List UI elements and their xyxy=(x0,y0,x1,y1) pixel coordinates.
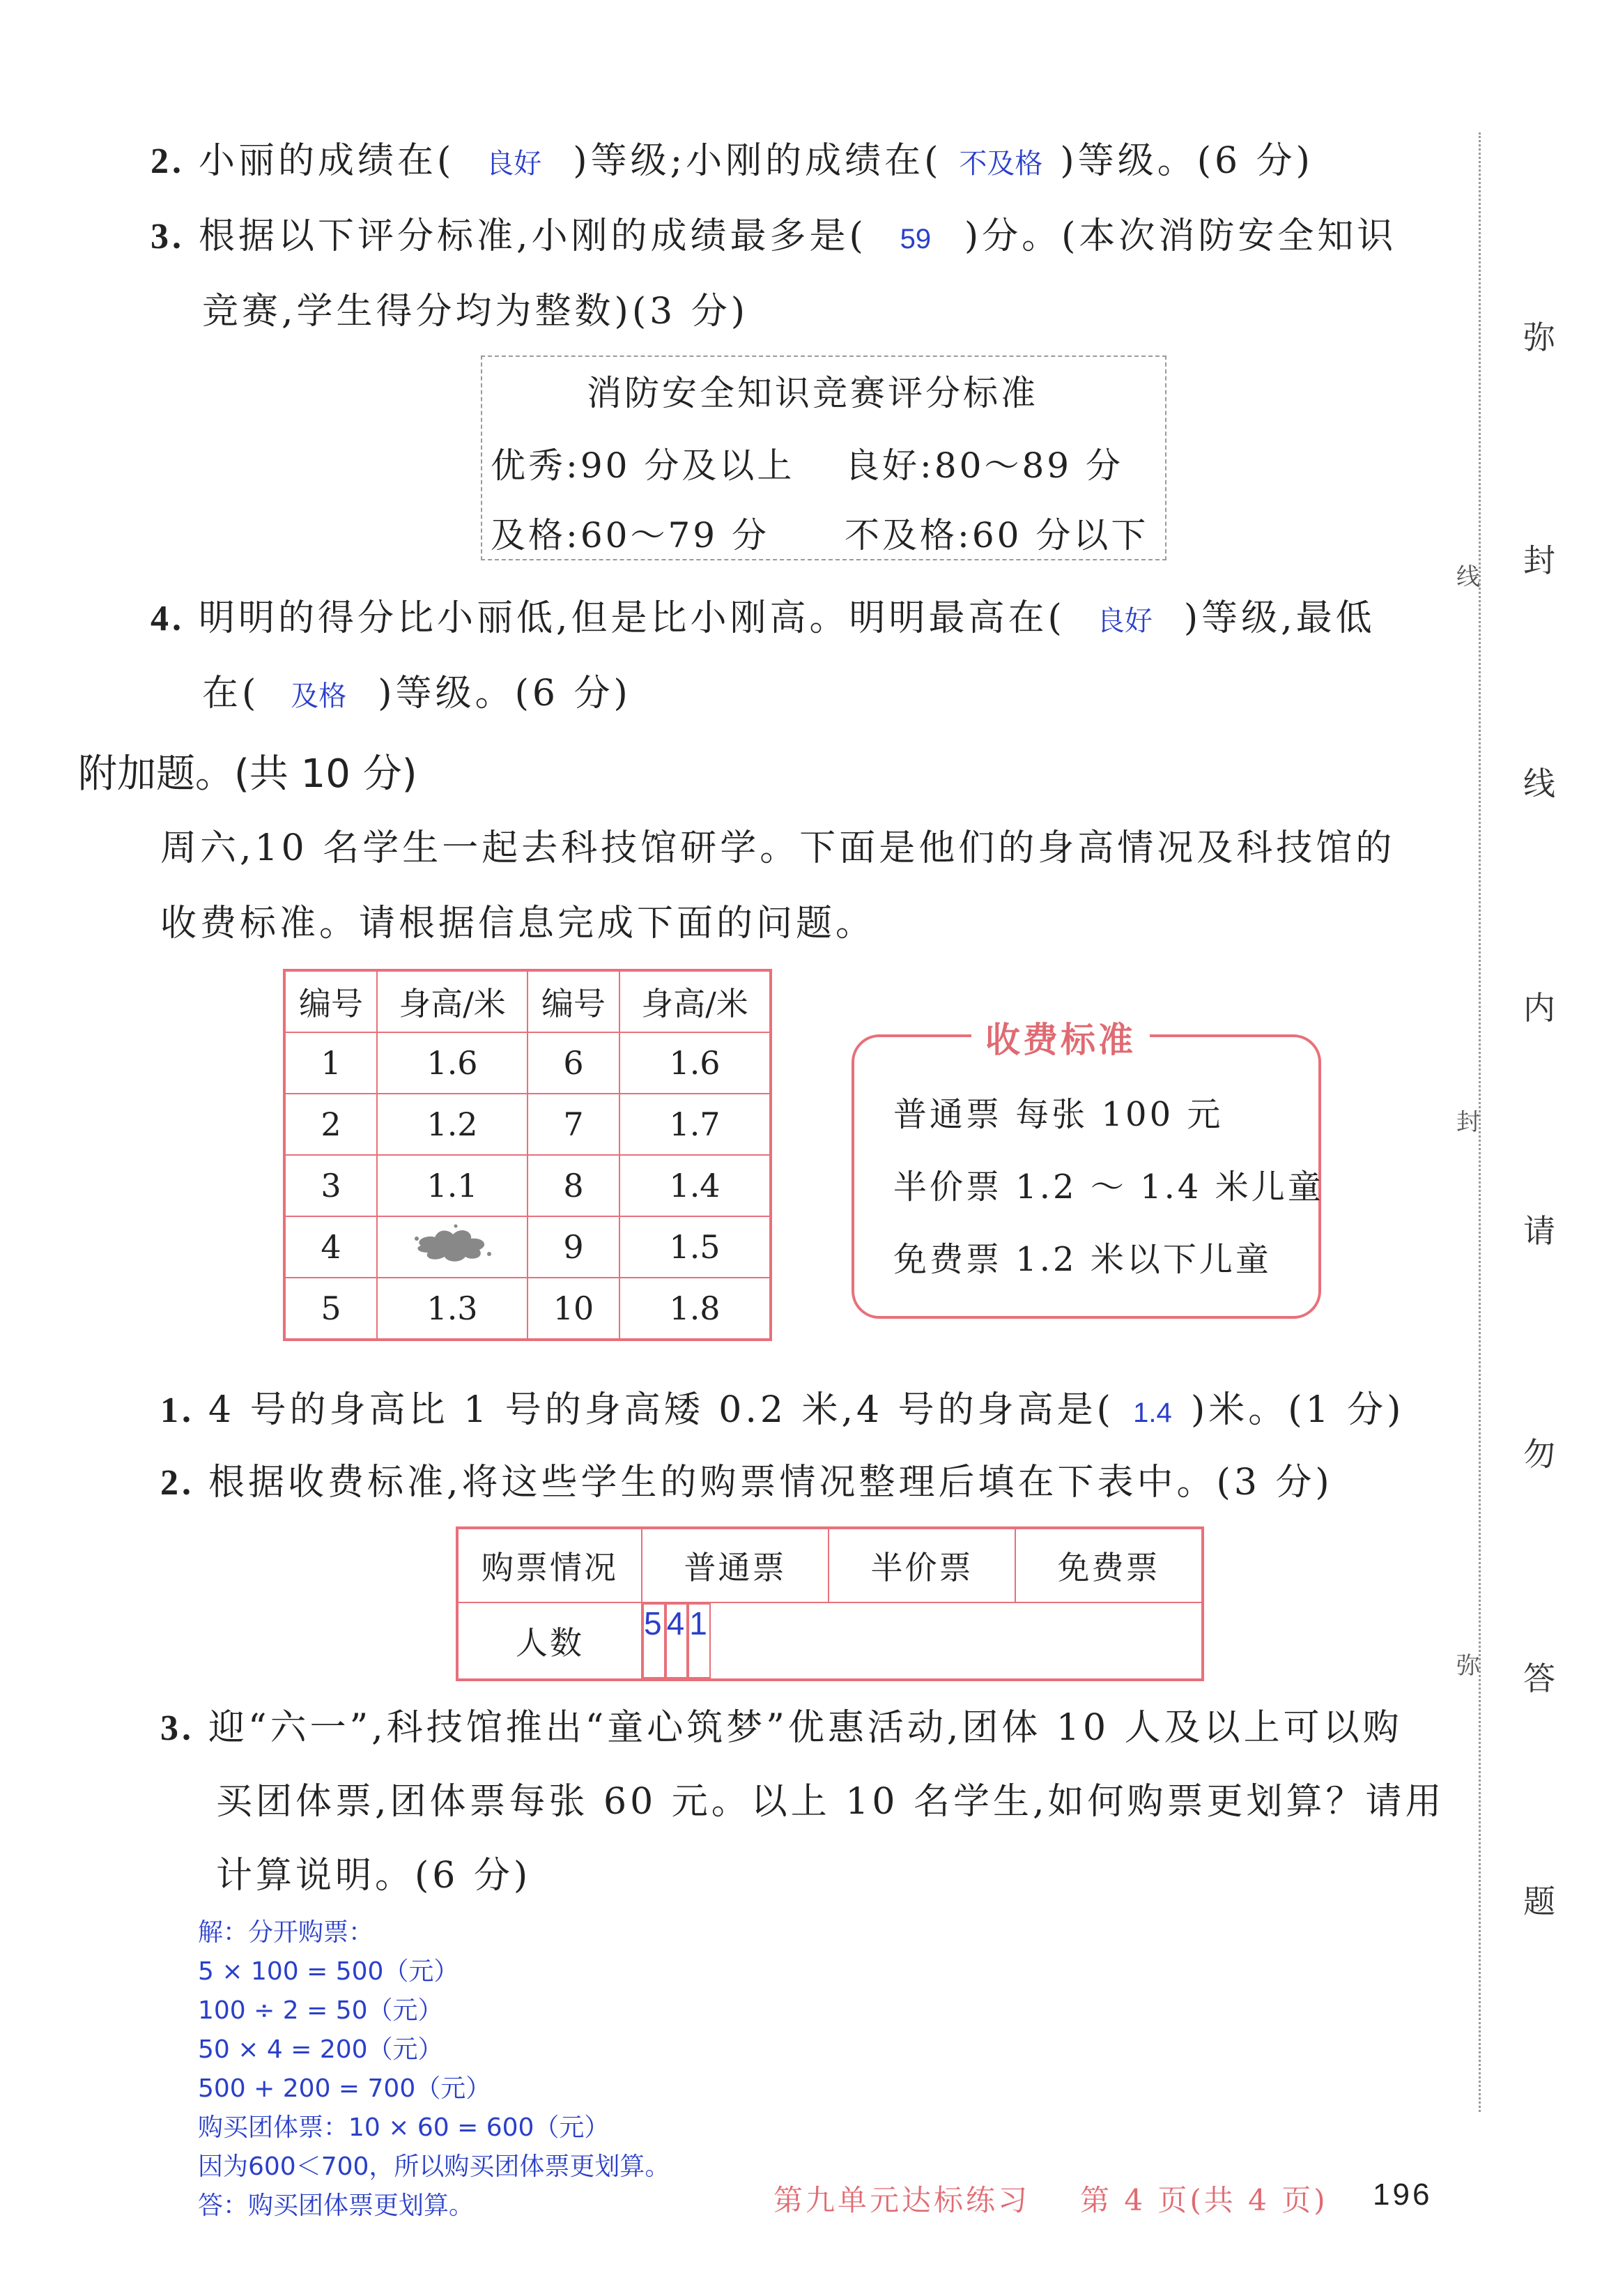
table-cell: 1.6 xyxy=(377,1032,527,1094)
header-cell: 半价票 xyxy=(829,1528,1015,1602)
table-cell: 6 xyxy=(527,1032,619,1094)
fee-standard-box xyxy=(852,1019,1324,1319)
table-row xyxy=(284,1094,771,1155)
table-cell: 1.6 xyxy=(619,1032,771,1094)
extra-question-1: 1. 4 号的身高比 1 号的身高矮 0.2 米,4 号的身高是( 1.4 )米。(1 分) xyxy=(160,1389,1405,1431)
margin-mark: 封 xyxy=(1456,1108,1480,1136)
header-cell: 编号 xyxy=(284,970,377,1032)
table-cell: 3 xyxy=(284,1155,377,1216)
table-cell: 1.7 xyxy=(619,1094,771,1155)
solution-line: 答：购买团体票更划算。 xyxy=(198,2191,475,2220)
standard-excellent: 优秀:90 分及以上 xyxy=(491,445,795,486)
solution-line: 购买团体票：10 × 60 = 600（元） xyxy=(198,2113,610,2142)
solution-line: 100 ÷ 2 = 50（元） xyxy=(198,1996,443,2025)
table-cell: 8 xyxy=(527,1155,619,1216)
extra-intro-1: 周六,10 名学生一起去科技馆研学。下面是他们的身高情况及科技馆的 xyxy=(160,827,1396,869)
standard-pass: 及格:60～79 分 xyxy=(491,515,769,556)
table-cell: 7 xyxy=(527,1094,619,1155)
footer-unit: 第九单元达标练习 xyxy=(773,2183,1031,2217)
table-cell: 5 xyxy=(284,1278,377,1340)
sidebar-char: 内 xyxy=(1523,989,1555,1027)
footer-page-info: 第 4 页(共 4 页) xyxy=(1080,2183,1328,2217)
solution-line: 50 × 4 = 200（元） xyxy=(198,2035,443,2064)
ink-blot-cell xyxy=(377,1216,527,1278)
solution-line: 5 × 100 = 500（元） xyxy=(198,1957,459,1986)
solution-line: 500 + 200 = 700（元） xyxy=(198,2074,491,2103)
sidebar-char: 题 xyxy=(1523,1883,1555,1920)
table-cell: 1.2 xyxy=(377,1094,527,1155)
sidebar-char: 答 xyxy=(1523,1660,1555,1697)
table-row xyxy=(284,1155,771,1216)
answer-e1: 1.4 xyxy=(1133,1398,1172,1428)
answer-q2-1: 良好 xyxy=(486,148,542,179)
extra-question-3-line3: 计算说明。(6 分) xyxy=(216,1855,532,1897)
height-table xyxy=(283,969,772,1341)
extra-intro-2: 收费标准。请根据信息完成下面的问题。 xyxy=(160,903,876,944)
header-cell: 免费票 xyxy=(1015,1528,1203,1602)
page-number: 196 xyxy=(1373,2178,1433,2212)
extra-section-title: 附加题。(共 10 分) xyxy=(78,751,417,797)
sidebar-char: 请 xyxy=(1523,1212,1555,1250)
answer-q2-2: 不及格 xyxy=(959,148,1043,179)
header-cell: 购票情况 xyxy=(457,1528,642,1602)
fee-free: 免费票 1.2 米以下儿童 xyxy=(893,1240,1272,1279)
question-2: 2. 小丽的成绩在( 良好 )等级;小刚的成绩在( 不及格 )等级。(6 分) xyxy=(151,140,1314,182)
margin-mark: 线 xyxy=(1456,563,1480,591)
question-4-line2: 在( 及格 )等级。(6 分) xyxy=(202,673,631,714)
table-row xyxy=(284,1278,771,1340)
header-cell: 身高/米 xyxy=(377,970,527,1032)
question-3: 3. 根据以下评分标准,小刚的成绩最多是( 59 )分。(本次消防安全知识 xyxy=(151,215,1397,257)
standard-title: 消防安全知识竞赛评分标准 xyxy=(587,373,1038,413)
extra-question-2: 2. 根据收费标准,将这些学生的购票情况整理后填在下表中。(3 分) xyxy=(160,1462,1333,1503)
table-cell: 2 xyxy=(284,1094,377,1155)
standard-fail: 不及格:60 分以下 xyxy=(845,515,1149,556)
solution-line: 解：分开购票： xyxy=(198,1918,374,1947)
ink-blot-icon xyxy=(407,1219,498,1268)
table-cell: 1.1 xyxy=(377,1155,527,1216)
table-cell: 1.8 xyxy=(619,1278,771,1340)
table-row xyxy=(284,1216,771,1278)
ticket-table xyxy=(456,1526,1204,1681)
table-cell: 9 xyxy=(527,1216,619,1278)
standard-good: 良好:80～89 分 xyxy=(845,445,1123,486)
answer-half-count: 4 xyxy=(665,1603,688,1678)
table-cell: 4 xyxy=(284,1216,377,1278)
table-cell: 1.3 xyxy=(377,1278,527,1340)
extra-question-3: 3. 迎“六一”,科技馆推出“童心筑梦”优惠活动,团体 10 人及以上可以购 xyxy=(160,1707,1403,1749)
header-cell: 身高/米 xyxy=(619,970,771,1032)
sidebar-char: 勿 xyxy=(1523,1435,1555,1473)
row-label: 人数 xyxy=(457,1602,642,1680)
table-cell: 1.4 xyxy=(619,1155,771,1216)
table-row xyxy=(457,1602,1203,1680)
fee-half: 半价票 1.2 ～ 1.4 米儿童 xyxy=(893,1168,1324,1207)
margin-mark: 弥 xyxy=(1456,1652,1480,1680)
height-table-header xyxy=(284,970,771,1032)
answer-regular-count: 5 xyxy=(642,1603,665,1678)
question-4: 4. 明明的得分比小丽低,但是比小刚高。明明最高在( 良好 )等级,最低 xyxy=(151,597,1376,639)
extra-question-3-line2: 买团体票,团体票每张 60 元。以上 10 名学生,如何购票更划算？请用 xyxy=(216,1781,1445,1823)
header-cell: 编号 xyxy=(527,970,619,1032)
ticket-table-header xyxy=(457,1528,1203,1602)
answer-free-count: 1 xyxy=(688,1603,711,1678)
sidebar-char: 线 xyxy=(1523,765,1555,802)
table-cell: 1 xyxy=(284,1032,377,1094)
table-row xyxy=(284,1032,771,1094)
grading-standard-box xyxy=(481,355,1166,560)
sidebar-char: 弥 xyxy=(1523,319,1555,356)
sidebar-char: 封 xyxy=(1523,542,1555,579)
answer-q3: 59 xyxy=(900,224,932,254)
table-cell: 10 xyxy=(527,1278,619,1340)
answer-q4-2: 及格 xyxy=(291,681,347,712)
fee-title: 收费标准 xyxy=(971,1012,1150,1062)
solution-line: 因为600＜700，所以购买团体票更划算。 xyxy=(198,2152,670,2181)
fee-regular: 普通票 每张 100 元 xyxy=(893,1095,1224,1134)
table-cell: 1.5 xyxy=(619,1216,771,1278)
answer-q4-1: 良好 xyxy=(1096,606,1153,636)
question-3-line2: 竞赛,学生得分均为整数)(3 分) xyxy=(202,291,749,332)
header-cell: 普通票 xyxy=(642,1528,829,1602)
